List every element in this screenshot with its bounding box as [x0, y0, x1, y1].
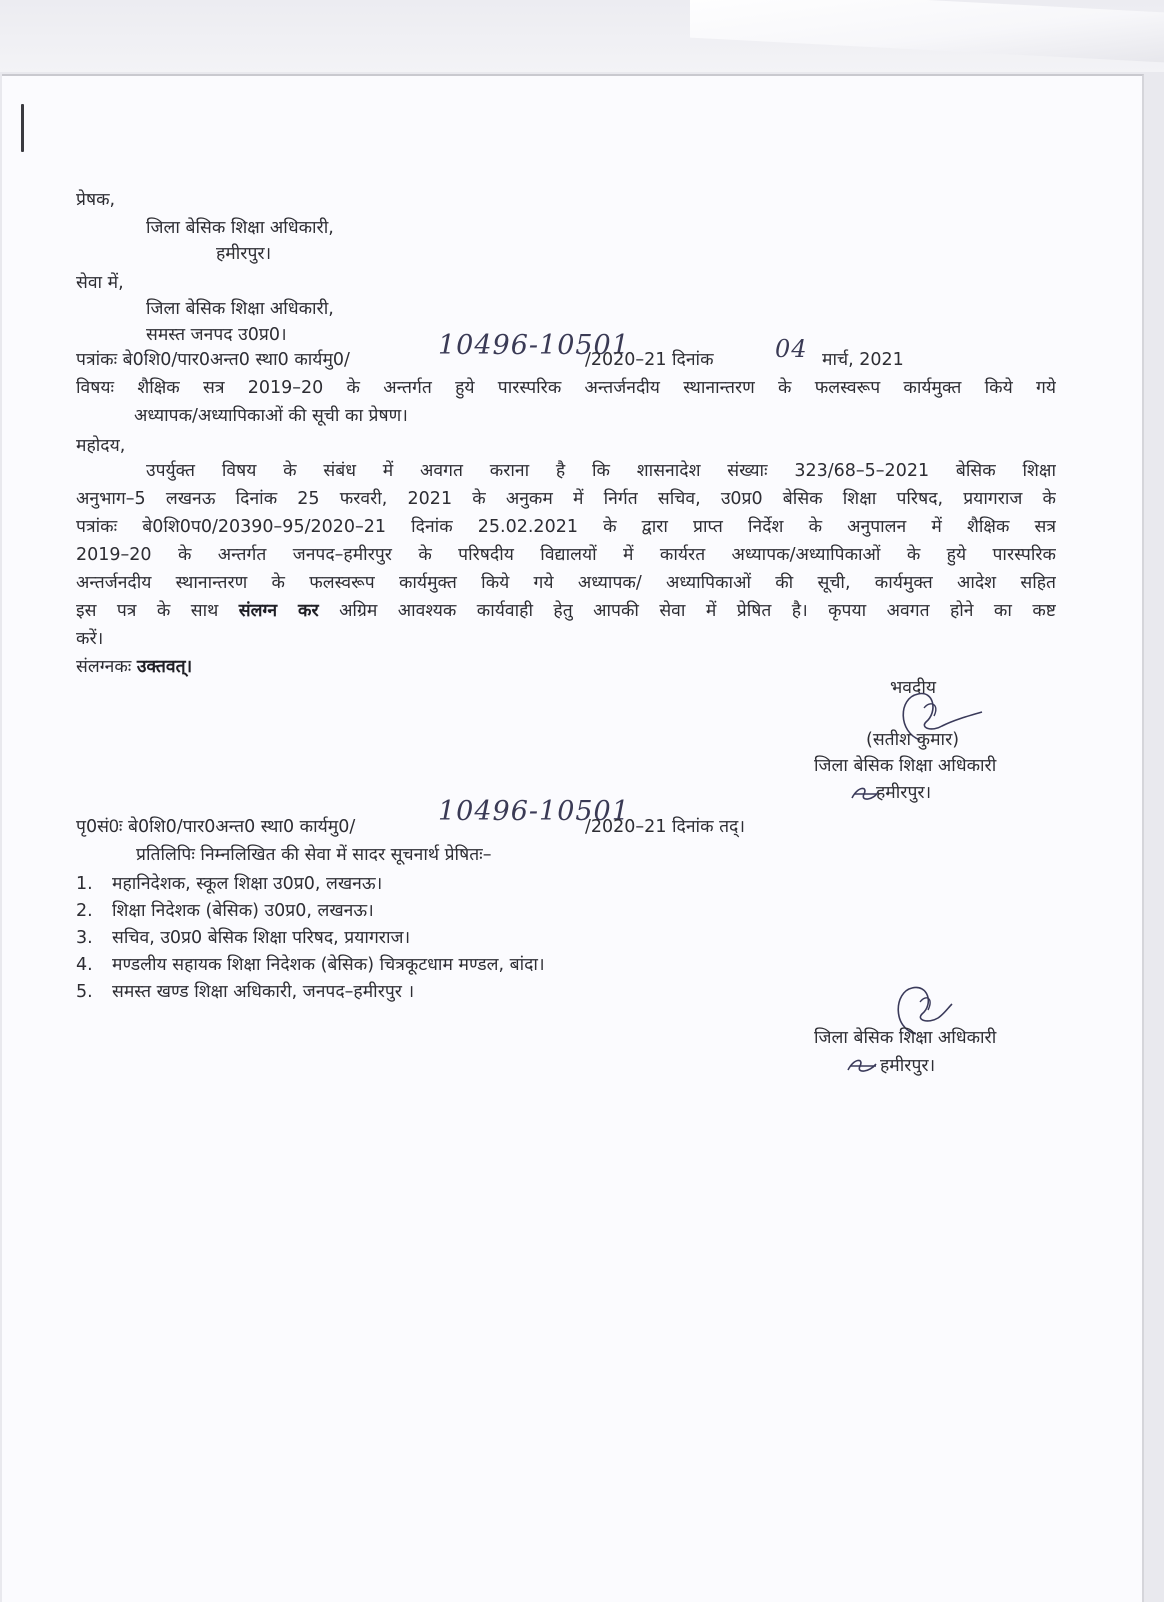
copy-list-item [76, 926, 410, 950]
letter-ref-day-handwritten: 04 [775, 335, 808, 363]
copy-list-number: 4. [76, 955, 93, 975]
signature2-place: हमीरपुर। [880, 1056, 936, 1076]
scan-mark [21, 104, 24, 152]
signature-name: (सतीश कुमार) [866, 730, 960, 750]
copy-list-number: 5. [76, 982, 93, 1002]
sender-office: जिला बेसिक शिक्षा अधिकारी, [146, 218, 334, 238]
body-line-6-end: अग्रिम आवश्यक कार्यवाही हेतु आपकी सेवा में प्रेषित है। कृपया अवगत होने का कष्ट [339, 601, 1056, 621]
copy-list-text: शिक्षा निदेशक (बेसिक) उ0प्र0, लखनऊ। [112, 901, 374, 921]
copy-ref-prefix: पृ0सं0ः बे0शि0/पार0अन्त0 स्था0 कार्यमु0/ [76, 817, 356, 837]
body-line-6-bold: संलग्न कर [238, 601, 319, 621]
body-line-4: 2019–20 के अन्तर्गत जनपद–हमीरपुर के परिषदीय विद्यालयों में कार्यरत अध्यापक/अध्यापिकाओं के हुये पारस्परिक [76, 545, 1056, 565]
signature-initial-mark-2 [846, 1054, 880, 1076]
subject-line-2: अध्यापक/अध्यापिकाओं की सूची का प्रेषण। [134, 406, 408, 426]
copy-ref-intro: प्रतिलिपिः निम्नलिखित की सेवा में सादर सूचनार्थ प्रेषितः– [136, 845, 492, 865]
copy-list-number: 1. [76, 874, 93, 894]
body-line-6 [76, 599, 1056, 623]
copy-list-text: मण्डलीय सहायक शिक्षा निदेशक (बेसिक) चित्रकूटधाम मण्डल, बांदा। [112, 955, 545, 975]
enclosure-label: संलग्नकः [76, 657, 132, 677]
body-line-7: करें। [76, 629, 104, 649]
body-line-5: अन्तर्जनदीय स्थानान्तरण के फलस्वरूप कार्यमुक्त किये गये अध्यापक/ अध्यापिकाओं की सूची, कार्यमुक्त आदेश सहित [76, 573, 1056, 593]
letter-ref-month-year: मार्च, 2021 [822, 350, 904, 370]
body-line-3: पत्रांकः बे0शि0प0/20390–95/2020–21 दिनांक 25.02.2021 के द्वारा प्राप्त निर्देश के अनुपालन में शैक्षिक सत्र [76, 517, 1056, 537]
copy-list-item [76, 980, 414, 1004]
signature-closing: भवदीय [890, 678, 937, 698]
enclosure-value: उक्तवत्। [136, 657, 193, 677]
copy-ref-suffix: /2020–21 दिनांक तद्। [585, 817, 745, 837]
enclosure [76, 655, 192, 679]
copy-list-item [76, 899, 374, 923]
copy-list-number: 2. [76, 901, 93, 921]
body-line-6-start: इस पत्र के साथ [76, 601, 219, 621]
subject-line-1: विषयः शैक्षिक सत्र 2019–20 के अन्तर्गत हुये पारस्परिक अन्तर्जनदीय स्थानान्तरण के फलस्वरूप कार्यमुक्त किये गये [76, 378, 1056, 398]
body-line-1: उपर्युक्त विषय के संबंध में अवगत कराना है कि शासनादेश संख्याः 323/68–5–2021 बेसिक शिक्षा [146, 461, 1056, 481]
copy-list-text: समस्त खण्ड शिक्षा अधिकारी, जनपद–हमीरपुर । [112, 982, 415, 1002]
copy-list-text: महानिदेशक, स्कूल शिक्षा उ0प्र0, लखनऊ। [112, 874, 383, 894]
sender-label: प्रेषक, [76, 190, 116, 210]
letter-ref-year: /2020–21 दिनांक [585, 350, 714, 370]
letter-ref-prefix: पत्रांकः बे0शि0/पार0अन्त0 स्था0 कार्यमु0/ [76, 350, 350, 370]
recipient-place: समस्त जनपद उ0प्र0। [146, 325, 287, 345]
signature2-designation: जिला बेसिक शिक्षा अधिकारी [814, 1028, 997, 1048]
copy-list-item [76, 872, 382, 896]
copy-ref-number-handwritten: 10496-10501 [438, 796, 630, 827]
recipient-label: सेवा में, [76, 273, 124, 293]
sender-place: हमीरपुर। [216, 244, 272, 264]
body-line-2: अनुभाग–5 लखनऊ दिनांक 25 फरवरी, 2021 के अनुकम में निर्गत सचिव, उ0प्र0 बेसिक शिक्षा परिषद, प्रयागराज के [76, 489, 1056, 509]
letter-ref-number-handwritten: 10496-10501 [438, 330, 630, 361]
signature-place: हमीरपुर। [876, 783, 932, 803]
recipient-office: जिला बेसिक शिक्षा अधिकारी, [146, 299, 334, 319]
copy-list-text: सचिव, उ0प्र0 बेसिक शिक्षा परिषद, प्रयागराज। [112, 928, 411, 948]
copy-list-number: 3. [76, 928, 93, 948]
signature-designation: जिला बेसिक शिक्षा अधिकारी [814, 756, 997, 776]
copy-list-item [76, 953, 545, 977]
salutation: महोदय, [76, 436, 126, 456]
